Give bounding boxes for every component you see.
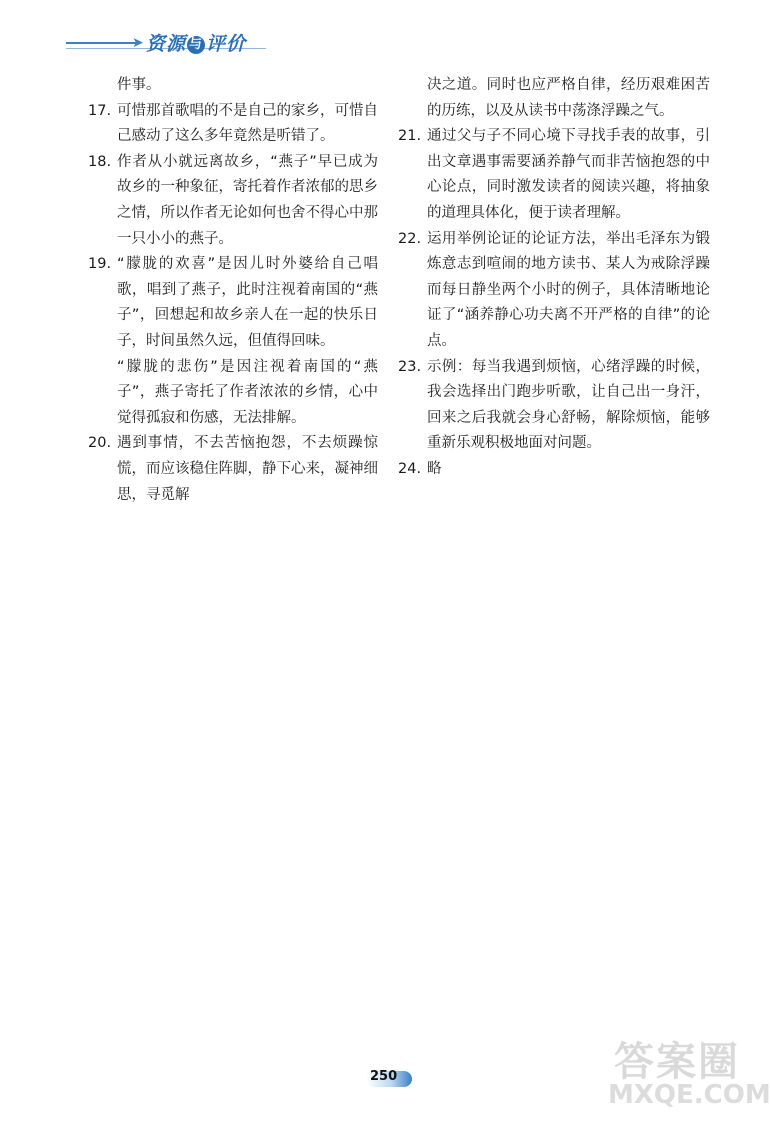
- answer-continuation: 决之道。同时也应严格自律，经历艰难困苦的历练，以及从读书中荡涤浮躁之气。: [427, 77, 710, 119]
- answer-number: 17.: [88, 102, 112, 119]
- answer-item: [398, 227, 710, 355]
- answer-text: “朦胧的悲伤”是因注视着南国的“燕子”，燕子寄托了作者浓浓的乡情，心中觉得孤寂和伤感，无法排解。: [117, 358, 378, 426]
- answer-text: 遇到事情，不去苦恼抱怨，不去烦躁惊慌，而应该稳住阵脚，静下心来，凝神细思，寻觅解: [117, 435, 378, 503]
- header-title-part1: 资源: [146, 33, 187, 55]
- answer-text: 可惜那首歌唱的不是自己的家乡，可惜自己感动了这么多年竟然是听错了。: [117, 102, 378, 145]
- page-number-text: 250: [370, 1069, 398, 1084]
- left-column: [88, 73, 378, 508]
- answer-text: 通过父与子不同心境下寻找手表的故事，引出文章遇事需要涵养静气而非苦恼抱怨的中心论点，同时激发读者的阅读兴趣，将抽象的道理具体化，便于读者理解。: [427, 128, 710, 221]
- header-title-amp: 与: [189, 37, 204, 52]
- watermark-logo-text: 答案圈: [614, 1039, 740, 1085]
- answer-item-paragraph: [88, 355, 378, 432]
- answer-text: 运用举例论证的论证方法，举出毛泽东为锻炼意志到喧闹的地方读书、某人为戒除浮躁而每日静坐两个小时的例子，具体清晰地论证了“涵养静心功夫离不开严格的自律”的论点。: [427, 230, 710, 349]
- answer-number: 21.: [398, 128, 422, 145]
- answer-text: “朦胧的欢喜”是因儿时外婆给自己唱歌，唱到了燕子，此时注视着南国的“燕子”，回想起和故乡亲人在一起的快乐日子，时间虽然久远，但值得回味。: [117, 256, 378, 349]
- page-header: [66, 26, 276, 60]
- watermark: [604, 1030, 771, 1121]
- arrow-icon: ➤: [132, 35, 144, 51]
- page-number: [362, 1068, 418, 1090]
- answer-number: 22.: [398, 230, 422, 247]
- answer-number: 19.: [88, 256, 112, 273]
- right-column: [398, 73, 710, 483]
- answer-item: [398, 457, 710, 483]
- header-rule: [66, 42, 138, 44]
- answer-number: 20.: [88, 435, 112, 452]
- answer-item: [88, 252, 378, 354]
- answer-item: [88, 431, 378, 508]
- header-title-part2: 评价: [206, 33, 247, 55]
- answer-text: 作者从小就远离故乡，“燕子”早已成为故乡的一种象征，寄托着作者浓郁的思乡之情，所以作者无论如何也舍不得心中那一只小小的燕子。: [117, 153, 378, 247]
- header-title: [146, 29, 246, 56]
- answer-number: 23.: [398, 358, 422, 375]
- answer-item: [88, 150, 378, 252]
- answer-item: [398, 355, 710, 457]
- answer-item: [88, 99, 378, 150]
- answer-number: 18.: [88, 153, 112, 170]
- answer-continuation: 件事。: [117, 77, 161, 93]
- answer-text: 略: [427, 460, 442, 477]
- watermark-url: MXQE.COM: [608, 1080, 771, 1110]
- answer-text: 示例：每当我遇到烦恼，心绪浮躁的时候，我会选择出门跑步听歌，让自己出一身汗，回来之后我就会身心舒畅，解除烦恼，能够重新乐观积极地面对问题。: [427, 358, 710, 452]
- answer-item: [398, 124, 710, 226]
- answer-number: 24.: [398, 460, 422, 477]
